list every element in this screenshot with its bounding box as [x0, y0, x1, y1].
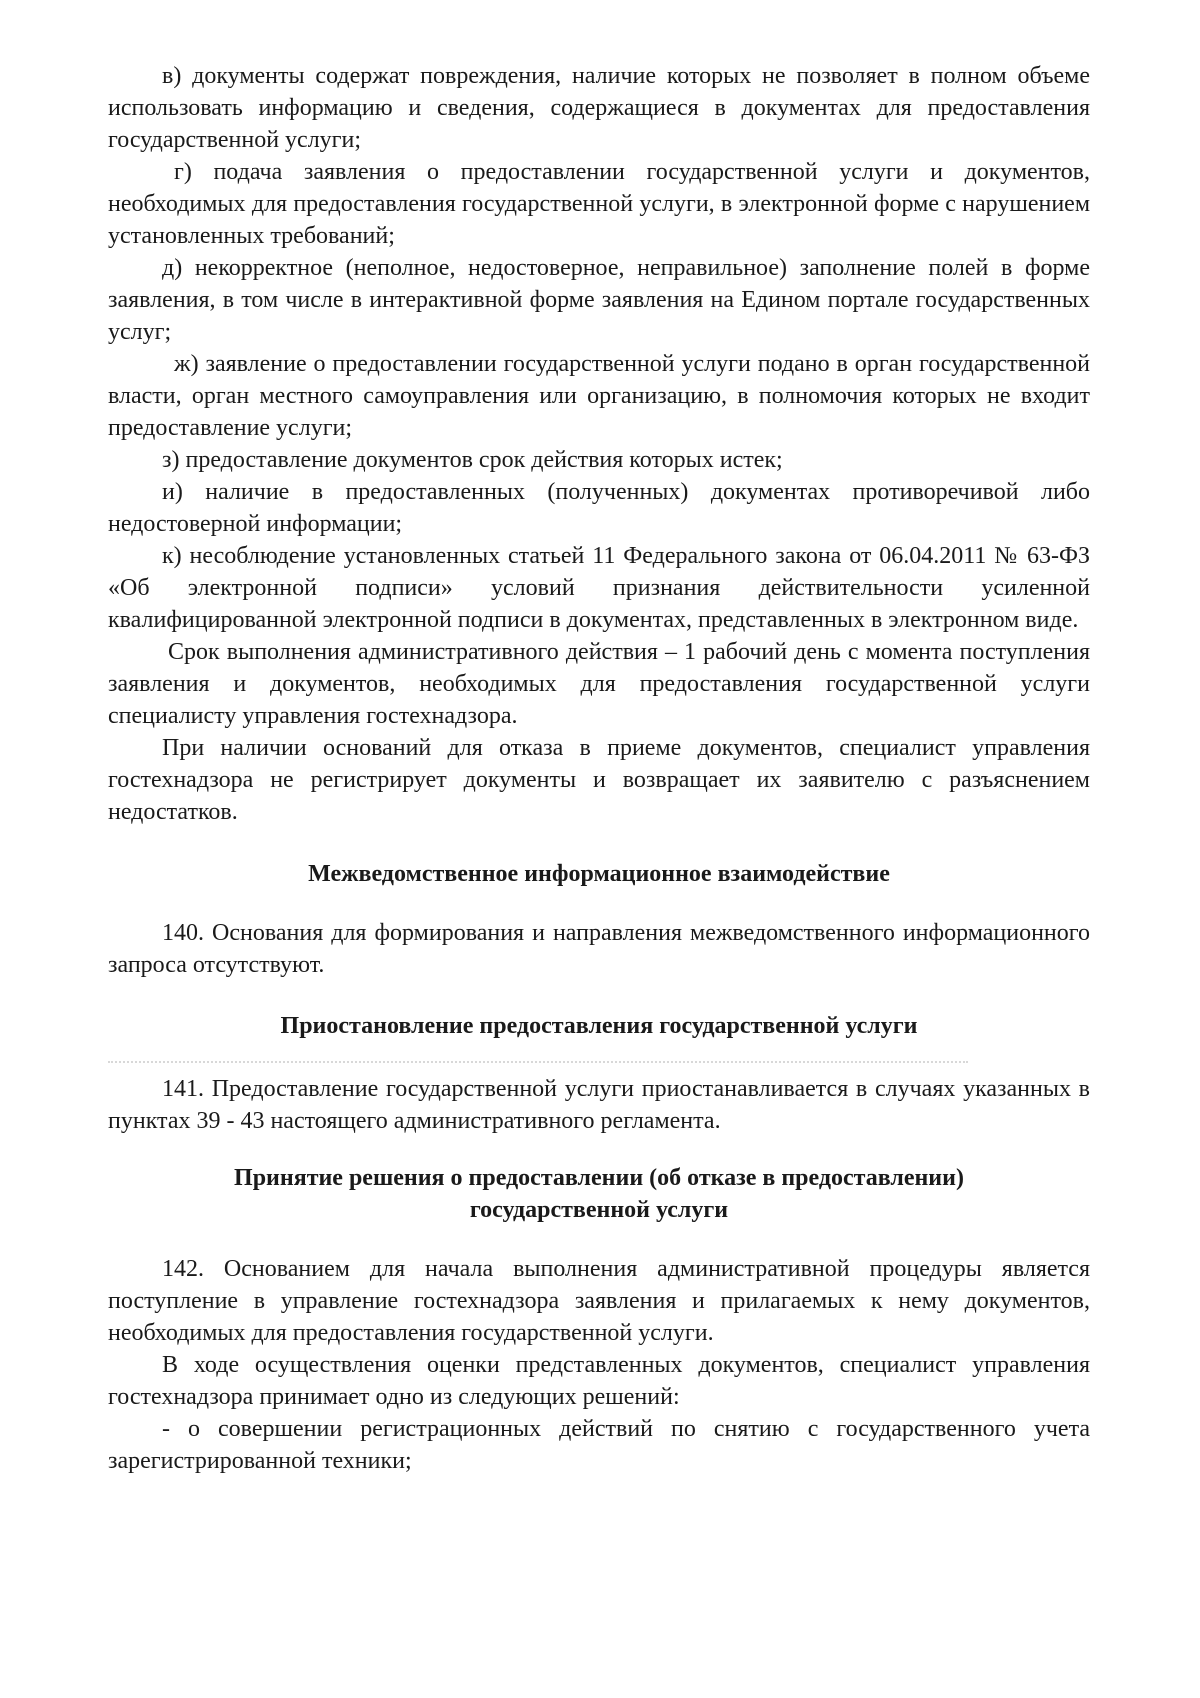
section-heading-decision-line2: государственной услуги — [469, 1197, 729, 1223]
paragraph-g: г) подача заявления о предоставлении государственной услуги и документов, необходимых для предоставления государственной услуги, в электронной форме с нарушением установленных требований; — [108, 159, 1090, 249]
section-heading-suspension: Приостановление предоставления государственной услуги — [280, 1013, 918, 1039]
paragraph-zh: ж) заявление о предоставлении государственной услуги подано в орган государственной власти, орган местного самоуправления или организацию, в полномочия которых не входит предоставление услуги; — [108, 351, 1090, 441]
paragraph-z: з) предоставление документов срок действия которых истек; — [162, 447, 783, 473]
paragraph-i: и) наличие в предоставленных (полученных) документах противоречивой либо недостоверной информации; — [108, 479, 1090, 537]
paragraph-deadline: Срок выполнения административного действия – 1 рабочий день с момента поступления заявления и документов, необходимых для предоставления государственной услуги специалисту управления гостехнадзора. — [108, 639, 1090, 729]
paragraph-assessment: В ходе осуществления оценки представленных документов, специалист управления гостехнадзора принимает одно из следующих решений: — [108, 1352, 1090, 1410]
paragraph-141: 141. Предоставление государственной услуги приостанавливается в случаях указанных в пунктах 39 - 43 настоящего административного регламента. — [108, 1076, 1090, 1134]
paragraph-k: к) несоблюдение установленных статьей 11 Федерального закона от 06.04.2011 № 63-ФЗ «Об электронной подписи» условий признания действительности усиленной квалифицированной электронной подписи в документах, представленных в электронном виде. — [108, 543, 1090, 633]
paragraph-v: в) документы содержат повреждения, наличие которых не позволяет в полном объеме использовать информацию и сведения, содержащиеся в документах для предоставления государственной услуги; — [108, 63, 1090, 153]
scan-dotted-artifact — [108, 1061, 968, 1073]
paragraph-d: д) некорректное (неполное, недостоверное, неправильное) заполнение полей в форме заявления, в том числе в интерактивной форме заявления на Едином портале государственных услуг; — [108, 255, 1090, 345]
paragraph-140: 140. Основания для формирования и направления межведомственного информационного запроса отсутствуют. — [108, 920, 1090, 978]
paragraph-refusal: При наличии оснований для отказа в приеме документов, специалист управления гостехнадзора не регистрирует документы и возвращает их заявителю с разъяснением недостатков. — [108, 735, 1090, 825]
paragraph-142: 142. Основанием для начала выполнения административной процедуры является поступление в управление гостехнадзора заявления и прилагаемых к нему документов, необходимых для предоставления государственной услуги. — [108, 1256, 1090, 1346]
paragraph-decision-item: - о совершении регистрационных действий по снятию с государственного учета зарегистрированной техники; — [108, 1416, 1090, 1474]
section-heading-decision-line1: Принятие решения о предоставлении (об отказе в предоставлении) — [234, 1165, 964, 1191]
section-heading-decision — [108, 1162, 1090, 1226]
section-heading-interagency: Межведомственное информационное взаимодействие — [308, 861, 890, 887]
